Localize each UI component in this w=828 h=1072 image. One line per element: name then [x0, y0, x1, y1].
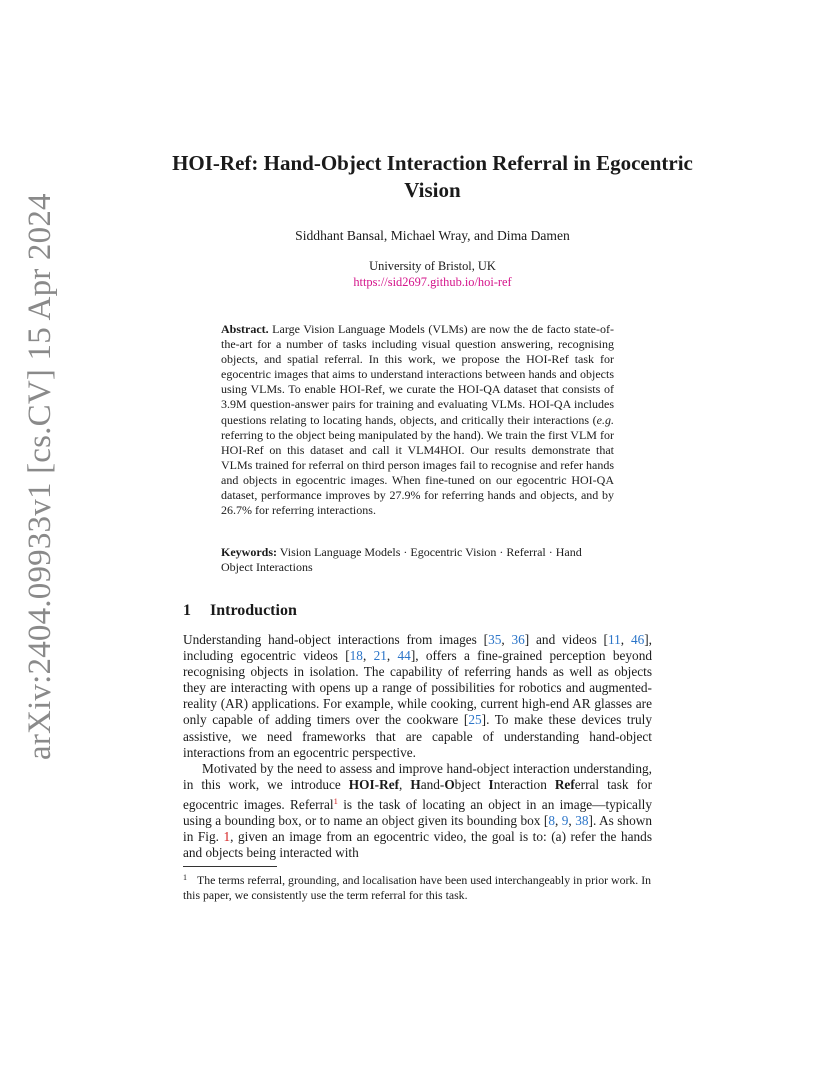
- citation-link[interactable]: 8: [548, 813, 555, 829]
- arxiv-identifier: arXiv:2404.09933v1 [cs.CV] 15 Apr 2024: [22, 193, 58, 760]
- citation-link[interactable]: 46: [630, 632, 645, 647]
- text-run: ,: [568, 813, 576, 829]
- text-run: erral task for egocentric images. Referral: [183, 776, 652, 812]
- project-link[interactable]: https://sid2697.github.io/hoi-ref: [353, 275, 512, 289]
- footnote-reference[interactable]: 1: [333, 795, 338, 806]
- text-run: ,: [501, 632, 512, 647]
- text-run: is the task of locating an object in an image—typically using a bounding box, or to name an object given its bounding box [: [183, 796, 652, 829]
- text-run: ,: [620, 632, 631, 647]
- section-heading: [183, 602, 297, 620]
- abstract-eg: e.g.: [596, 412, 614, 427]
- intro-paragraph-2: [183, 761, 652, 862]
- text-run: bject: [454, 776, 489, 792]
- abstract-label: Abstract.: [221, 322, 269, 336]
- text-run: Understanding hand-object interactions from images [: [183, 632, 489, 647]
- citation-link[interactable]: 21: [373, 648, 387, 664]
- affiliation: University of Bristol, UK: [369, 259, 496, 273]
- text-run: ], offers a fine-grained perception beyond recognising objects in isolation. The capability of referring hands as well as objects they are interacting with opens up a range of possibilities for robotics and augmented-reality (AR) applications. For example, while cooking, current high-end AR glasses are only capable of adding timers over the cookware [: [183, 648, 653, 728]
- abstract-text-cont: referring to the object being manipulated by the hand). We train the first VLM for HOI-Ref on this dataset and call it VLM4HOI. Our results demonstrate that VLMs trained for referral on third person images fail to recognise and refer hands and objects in egocentric images. When fine-tuned on our egocentric HOI-QA dataset, performance improves by 27.9% for referring hands and objects, and by 26.7% for referring interactions.: [221, 427, 614, 518]
- text-run: , given an image from an egocentric video, the goal is to: (a) refer the hands and objects being interacted with: [183, 829, 652, 861]
- text-run: ], including egocentric videos [: [183, 632, 652, 664]
- text-run: nteraction: [493, 776, 555, 792]
- abstract: [221, 322, 614, 518]
- acronym-letter: H: [410, 776, 421, 792]
- citation-link[interactable]: 44: [397, 648, 411, 664]
- introduction-body: [183, 632, 652, 861]
- acronym-letter: O: [444, 776, 455, 792]
- citation-link[interactable]: 38: [575, 813, 589, 829]
- footnote: [183, 871, 652, 902]
- text-run: ] and videos [: [524, 632, 608, 647]
- text-run: and-: [420, 776, 445, 792]
- footnote-divider: [183, 866, 277, 867]
- text-run: ,: [399, 776, 411, 792]
- footnote-mark: 1: [183, 873, 187, 882]
- section-number: 1: [183, 602, 191, 619]
- affiliation-block: [150, 258, 715, 290]
- abstract-text: Large Vision Language Models (VLMs) are now the de facto state-of-the-art for a number of tasks including visual question answering, recognising objects, and spatial referral. In this work, we propose the HOI-Ref task for egocentric images that aims to understand interactions between hands and objects using VLMs. To enable HOI-Ref, we curate the HOI-QA dataset that consists of 3.9M question-answer pairs for training and evaluating VLMs. HOI-QA includes questions relating to locating hands, objects, and critically their interactions (: [221, 322, 614, 427]
- keywords-label: Keywords:: [221, 545, 277, 559]
- footnote-text: The terms referral, grounding, and localisation have been used interchangeably in prior work. In this paper, we consistently use the term referral for this task.: [183, 873, 652, 902]
- acronym-letter: Ref: [554, 776, 575, 792]
- keywords: [221, 545, 614, 575]
- citation-link[interactable]: 35: [488, 632, 502, 647]
- text-run: ,: [362, 648, 374, 664]
- text-run: ,: [554, 813, 562, 829]
- text-run: ,: [386, 648, 398, 664]
- citation-link[interactable]: 9: [561, 813, 569, 829]
- figure-link[interactable]: 1: [223, 829, 231, 845]
- citation-link[interactable]: 25: [468, 712, 482, 728]
- citation-link[interactable]: 18: [349, 648, 363, 664]
- paper-title: HOI-Ref: Hand-Object Interaction Referral in Egocentric Vision: [172, 151, 693, 202]
- text-run: ]. As shown in Fig.: [183, 813, 652, 845]
- keywords-text: Vision Language Models · Egocentric Vision · Referral · Hand Object Interactions: [221, 545, 582, 575]
- text-run: Motivated by the need to assess and improve hand-object interaction understanding, in this work, we introduce: [183, 760, 652, 792]
- author-list: Siddhant Bansal, Michael Wray, and Dima Damen: [295, 228, 570, 243]
- text-run: ]. To make these devices truly assistive, we need frameworks that are capable of understanding hand-object interactions from an egocentric perspective.: [183, 712, 652, 760]
- citation-link[interactable]: 36: [511, 632, 525, 647]
- section-title: Introduction: [210, 602, 297, 619]
- acronym-letter: I: [488, 776, 494, 792]
- citation-link[interactable]: 11: [607, 632, 621, 647]
- hoi-ref-term: HOI-Ref: [348, 776, 400, 792]
- intro-paragraph-1: [183, 632, 652, 761]
